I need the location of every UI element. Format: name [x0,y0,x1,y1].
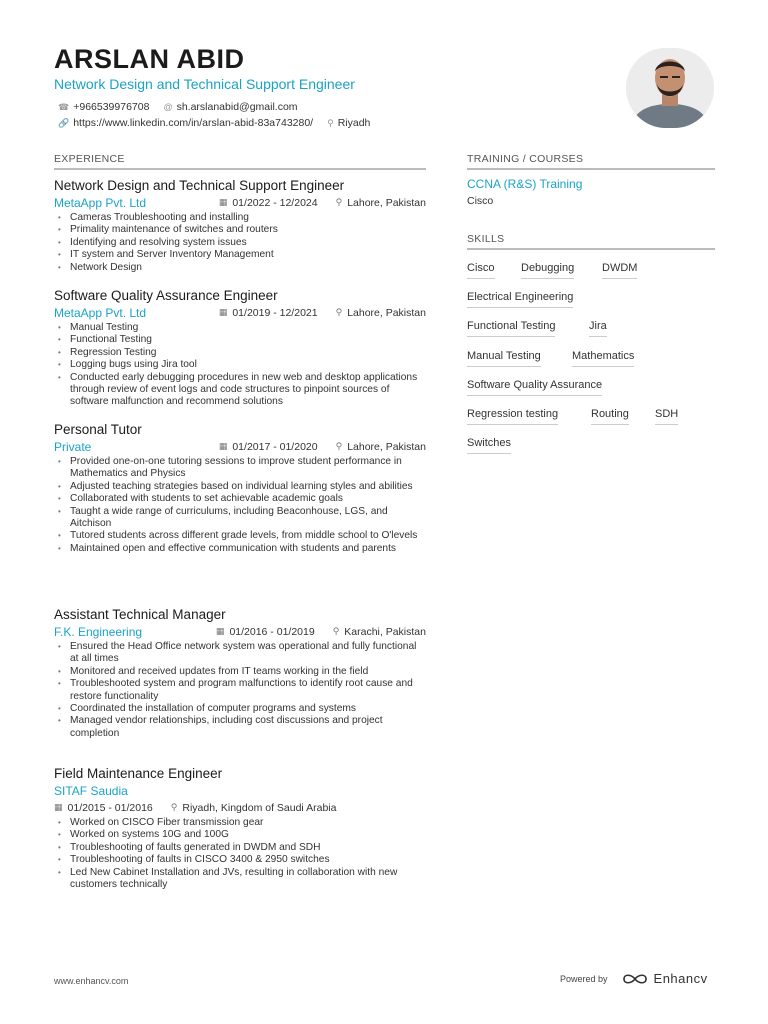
job-meta [54,304,426,321]
bullet-item: • Adjusted teaching strategies based on individual learning styles and abilities [54,481,426,493]
job-meta [54,438,426,455]
bullet-item: • Cameras Troubleshooting and installing [54,212,426,224]
avatar-icon [626,48,714,128]
bullet-item: • Worked on CISCO Fiber transmission gear [54,817,426,829]
company-name: MetaApp Pvt. Ltd [54,305,147,320]
footer-branding [560,971,708,986]
skill-tag: Switches [467,437,511,454]
bullet-item: • Provided one-on-one tutoring sessions to improve student performance in Mathematics and Physics [54,456,426,481]
bullet-item: • Maintained open and effective communication with students and parents [54,543,426,555]
powered-by-label: Powered by [560,973,608,984]
company-name: F.K. Engineering [54,624,143,639]
job-dates [219,307,318,319]
contact-row-1 [58,101,298,113]
email-text[interactable]: sh.arslanabid@gmail.com [176,101,298,113]
bullet-item: • Monitored and received updates from IT teams working in the field [54,666,426,678]
job-bullets [54,212,426,274]
profile-photo [626,48,714,128]
job-location [336,441,426,453]
location-pin-icon: ⚲ [335,441,343,451]
job-dates [54,802,153,814]
dates-text: 01/2017 - 01/2020 [232,440,318,453]
skill-tag: SDH [655,408,678,425]
job-meta-dates-location [54,799,426,816]
bullet-item: • Conducted early debugging procedures in new web and desktop applications through review of event logs and code structures to pinpoint sources of software malfunction and recommend solutions [54,372,426,409]
location-pin-icon: ⚲ [170,802,178,812]
skill-tag: Debugging [521,262,574,279]
job-entry [54,606,426,740]
location-text: Riyadh [337,117,371,129]
location-pin-icon: ⚲ [335,307,343,317]
candidate-title: Network Design and Technical Support Engineer [54,76,355,92]
job-title: Network Design and Technical Support Engineer [54,178,345,193]
company-name: MetaApp Pvt. Ltd [54,195,147,210]
bullet-item: • Manual Testing [54,322,426,334]
bullet-item: • Taught a wide range of curriculums, including Beaconhouse, LGS, and Aitchison [54,506,426,531]
section-header-skills: SKILLS [467,233,715,250]
job-entry [54,287,426,409]
job-location [336,197,426,209]
phone-text: +966539976708 [73,101,150,113]
job-bullets [54,817,426,891]
skill-tag: Cisco [467,262,495,279]
location-pin-icon: ⚲ [332,626,340,636]
calendar-icon: ▦ [218,441,228,451]
job-meta [54,623,426,640]
job-bullets [54,456,426,555]
bullet-item: • Worked on systems 10G and 100G [54,829,426,841]
location-pin-icon: ⚲ [335,197,343,207]
bullet-item: • Troubleshooting of faults in CISCO 3400 & 2950 switches [54,854,426,866]
job-title: Assistant Technical Manager [54,607,226,622]
phone-icon: ☎ [58,101,70,112]
bullet-item: • Collaborated with students to set achievable academic goals [54,493,426,505]
bullet-item: • Tutored students across different grade levels, from middle school to O'levels [54,530,426,542]
dates-text: 01/2016 - 01/2019 [229,625,315,638]
job-meta [54,782,426,799]
bullet-item: • Network Design [54,262,426,274]
job-location [336,307,426,319]
skill-tag: Jira [589,320,607,337]
dates-text: 01/2022 - 12/2024 [232,196,318,209]
calendar-icon: ▦ [54,802,63,812]
job-entry [54,177,426,274]
job-title: Field Maintenance Engineer [54,766,223,781]
skill-tag: Software Quality Assurance [467,379,602,396]
job-title: Personal Tutor [54,422,142,437]
job-bullets [54,322,426,409]
bullet-item: • Troubleshooting of faults generated in DWDM and SDH [54,842,426,854]
brand-name: Enhancv [653,971,708,986]
skill-tag: DWDM [602,262,637,279]
job-bullets [54,641,426,740]
bullet-item: • Troubleshooted system and program malfunctions to identify root cause and restore functionality [54,678,426,703]
location-text: Karachi, Pakistan [344,625,426,638]
dates-text: 01/2015 - 01/2016 [67,801,153,814]
skill-tag: Regression testing [467,408,558,425]
candidate-name: ARSLAN ABID [54,44,245,74]
job-location [171,802,337,814]
linkedin-link[interactable]: https://www.linkedin.com/in/arslan-abid-83a743280/ [73,117,314,129]
location-pin-icon: ⚲ [327,117,334,128]
bullet-item: • Led New Cabinet Installation and JVs, resulting in collaboration with new customers technically [54,867,426,892]
bullet-item: • Primality maintenance of switches and routers [54,224,426,236]
bullet-item: • Functional Testing [54,334,426,346]
skill-tag: Functional Testing [467,320,555,337]
job-entry [54,421,426,555]
bullet-item: • Identifying and resolving system issues [54,237,426,249]
location-text: Lahore, Pakistan [347,196,426,209]
at-icon: @ [163,102,173,112]
skill-tag: Routing [591,408,629,425]
location-text: Lahore, Pakistan [347,440,426,453]
bullet-item: • Logging bugs using Jira tool [54,359,426,371]
training-org: Cisco [467,195,494,207]
bullet-item: • Ensured the Head Office network system was operational and fully functional at all times [54,641,426,666]
location-text: Riyadh, Kingdom of Saudi Arabia [182,801,337,814]
training-title: CCNA (R&S) Training [467,177,583,191]
calendar-icon: ▦ [218,197,228,207]
contact-row-2 [58,117,370,129]
job-meta [54,194,426,211]
section-header-experience: EXPERIENCE [54,153,426,170]
skill-tag: Mathematics [572,350,634,367]
calendar-icon: ▦ [218,307,228,317]
job-dates [219,197,318,209]
job-location [333,626,426,638]
job-dates [219,441,318,453]
footer-website[interactable]: www.enhancv.com [54,976,129,986]
job-dates [216,626,315,638]
company-name: Private [54,439,92,454]
company-name: SITAF Saudia [54,783,128,798]
job-title: Software Quality Assurance Engineer [54,288,278,303]
location-text: Lahore, Pakistan [347,306,426,319]
bullet-item: • IT system and Server Inventory Management [54,249,426,261]
bullet-item: • Coordinated the installation of computer programs and systems [54,703,426,715]
section-header-training: TRAINING / COURSES [467,153,715,170]
calendar-icon: ▦ [215,626,225,636]
bullet-item: • Managed vendor relationships, including cost discussions and project completion [54,715,426,740]
dates-text: 01/2019 - 12/2021 [232,306,318,319]
skill-tag: Electrical Engineering [467,291,573,308]
bullet-item: • Regression Testing [54,347,426,359]
skill-tag: Manual Testing [467,350,541,367]
job-entry [54,765,426,891]
link-icon: 🔗 [58,117,70,128]
enhancv-logo-icon [622,972,648,986]
